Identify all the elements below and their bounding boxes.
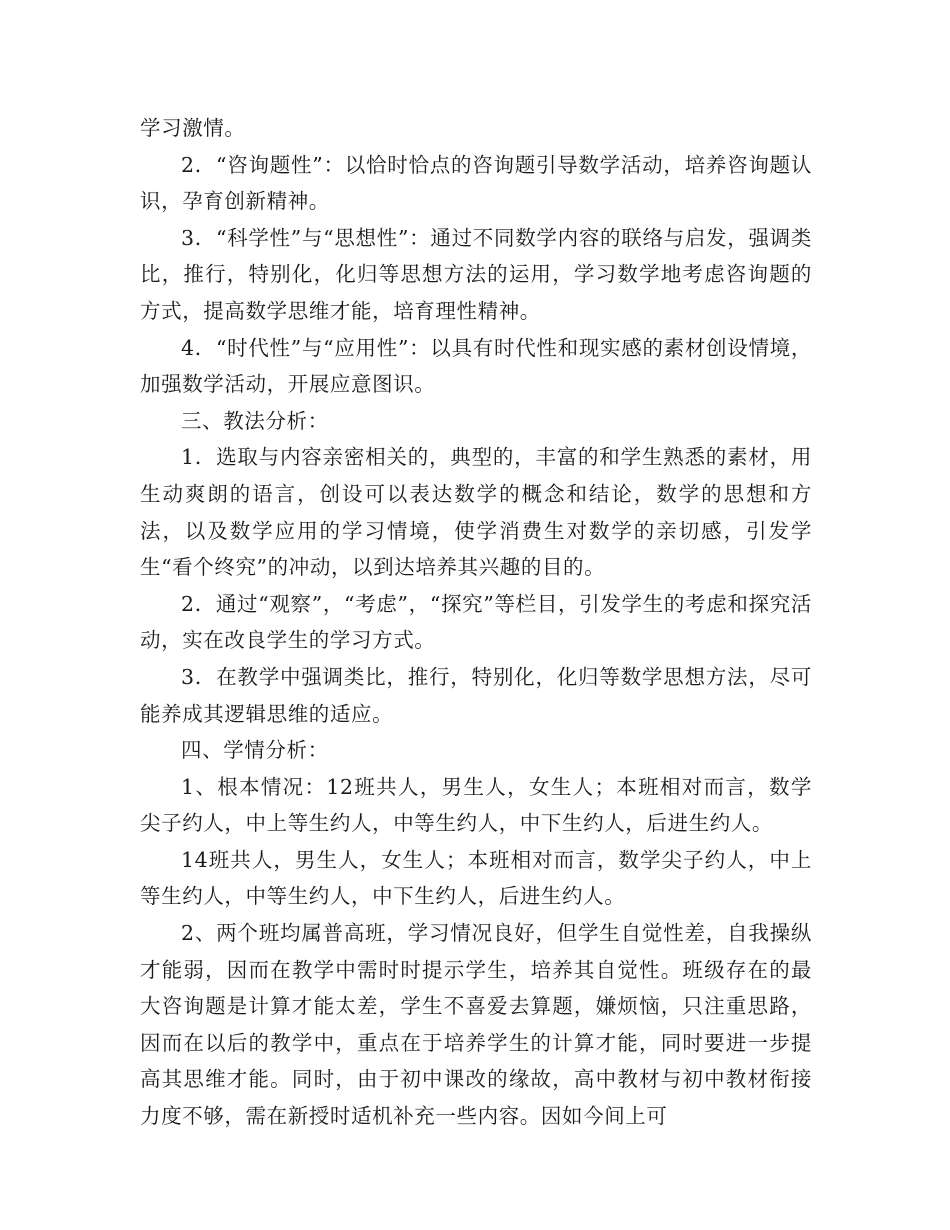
paragraph-point-3: 3．“科学性”与“思想性”：通过不同数学内容的联络与启发，强调类比，推行，特别化，化归等思想方法的运用，学习数学地考虑咨询题的方式，提高数学思维才能，培育理性精神。 [140,225,812,323]
paragraph-situation-2: 2、两个班均属普高班，学习情况良好，但学生自觉性差，自我操纵才能弱，因而在教学中需时时提示学生，培养其自觉性。班级存在的最大咨询题是计算才能太差，学生不喜爱去算题，嫌烦恼，只注重思路，因而在以后的教学中，重点在于培养学生的计算才能，同时要进一步提高其思维才能。同时，由于初中课改的缘故，高中教材与初中教材衔接力度不够，需在新授时适机补充一些内容。因如今间上可 [140,921,812,1129]
paragraph-class-14: 14班共人，男生人，女生人；本班相对而言，数学尖子约人，中上等生约人，中等生约人，中下生约人，后进生约人。 [140,847,812,909]
section-heading-student-analysis: 四、学情分析： [181,738,329,763]
paragraph-point-4: 4．“时代性”与“应用性”：以具有时代性和现实感的素材创设情境，加强数学活动，开展应意图识。 [140,335,812,397]
document-body [140,110,812,1135]
paragraph-continuation: 学习激情。 [140,116,246,140]
paragraph-class-12: 1、根本情况：12班共人，男生人，女生人；本班相对而言，数学尖子约人，中上等生约人，中等生约人，中下生约人，后进生约人。 [140,774,812,836]
section-heading-teaching-method: 三、教法分析： [181,408,329,433]
paragraph-method-2: 2．通过“观察”，“考虑”，“探究”等栏目，引发学生的考虑和探究活动，实在改良学生的学习方式。 [140,591,812,653]
paragraph-method-3: 3．在教学中强调类比，推行，特别化，化归等数学思想方法，尽可能养成其逻辑思维的适应。 [140,664,812,726]
paragraph-method-1: 1．选取与内容亲密相关的，典型的，丰富的和学生熟悉的素材，用生动爽朗的语言，创设可以表达数学的概念和结论，数学的思想和方法，以及数学应用的学习情境，使学消费生对数学的亲切感，引发学生“看个终究”的冲动，以到达培养其兴趣的目的。 [140,445,812,580]
paragraph-point-2: 2．“咨询题性”：以恰时恰点的咨询题引导数学活动，培养咨询题认识，孕育创新精神。 [140,152,812,214]
